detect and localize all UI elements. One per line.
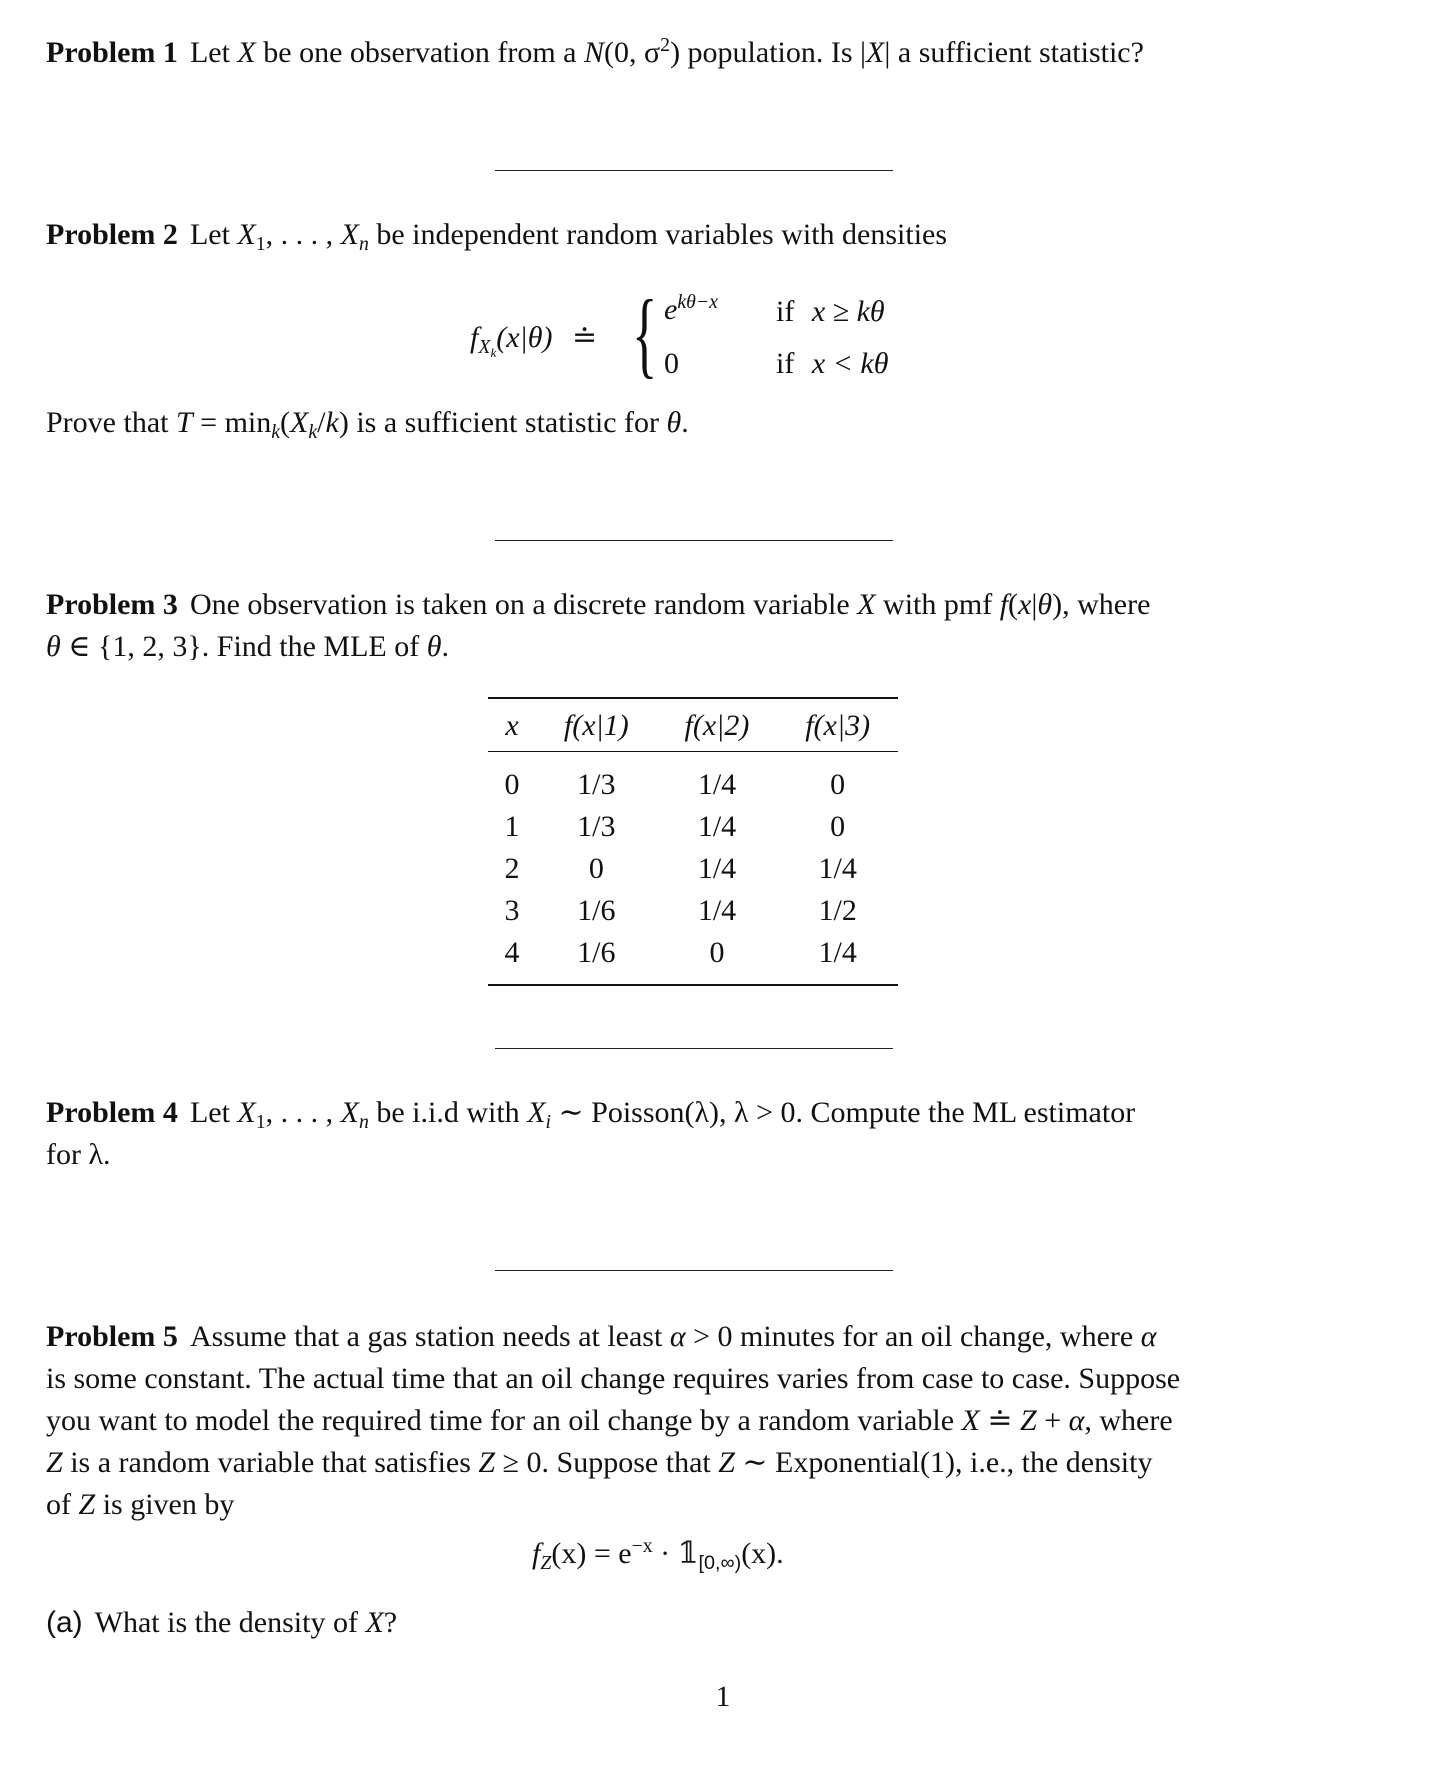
- separator-rule-3: [495, 1048, 893, 1049]
- case-1-condition: [776, 292, 885, 332]
- table-cell: 1: [504, 810, 520, 843]
- table-cell: 1/3: [577, 768, 616, 801]
- table-cell: 1/4: [697, 768, 737, 801]
- prove-text: = min: [192, 406, 272, 439]
- case-1-cond: x ≥ kθ: [811, 295, 885, 328]
- lhs-sub: [478, 336, 496, 358]
- exponential-density-equation: [532, 1534, 784, 1574]
- p3-text: ), where: [1052, 588, 1151, 621]
- eq-text: (x) = e: [551, 1537, 632, 1570]
- lhs-args: (x|θ): [496, 321, 553, 354]
- p3-theta: θ: [426, 630, 442, 663]
- p4-sub-i: i: [545, 1110, 552, 1133]
- lhs-sub-k: k: [490, 344, 497, 360]
- p5-alpha: α: [1068, 1404, 1085, 1437]
- prove-var-x: X: [290, 406, 309, 439]
- p4-var-x1: X: [237, 1096, 256, 1129]
- lhs-sub-x: X: [478, 335, 491, 358]
- eq-text: (x).: [741, 1537, 784, 1570]
- case-1-exponent: kθ−x: [677, 291, 718, 314]
- prove-sub-k: k: [308, 420, 318, 443]
- problem-3: [46, 584, 1346, 668]
- prove-text: /: [317, 406, 326, 439]
- p5-var-z: Z: [46, 1446, 63, 1479]
- p5-alpha: α: [1140, 1320, 1157, 1353]
- pmf-table: [488, 697, 898, 986]
- problem-5-line-4: [46, 1442, 1346, 1484]
- p4-text: be i.i.d with: [368, 1096, 528, 1129]
- p3-var-lx: x: [1018, 588, 1032, 621]
- table-cell: 0: [830, 810, 846, 843]
- p2-sub-1: 1: [255, 232, 266, 255]
- prove-theta: θ: [666, 406, 682, 439]
- p2-var-x1: X: [237, 218, 256, 251]
- p5-text: ≐: [979, 1404, 1020, 1437]
- p4-text: ∼ Poisson(λ), λ > 0. Compute the ML estimator: [551, 1096, 1136, 1129]
- p3-text: |: [1031, 588, 1038, 621]
- problem-5-part-a: [46, 1602, 1346, 1644]
- problem-4-lead: Problem 4: [46, 1096, 178, 1129]
- p4-text: Let: [189, 1096, 238, 1129]
- problem-5-line-1: [46, 1316, 1346, 1358]
- p5-text: > 0 minutes for an oil change, where: [685, 1320, 1141, 1353]
- case-2-zero: 0: [664, 347, 679, 380]
- problem-4-line-2: for λ.: [46, 1138, 111, 1171]
- prove-text: (: [280, 406, 291, 439]
- p3-var-f: f: [999, 588, 1009, 621]
- p3-var-x: X: [857, 588, 876, 621]
- p3-theta: θ: [46, 630, 61, 663]
- table-cell: 1/4: [818, 852, 857, 885]
- p5-text: ∼ Exponential(1), i.e., the density: [734, 1446, 1153, 1479]
- separator-rule-1: [495, 170, 893, 171]
- table-row: [488, 752, 898, 807]
- p4-var-xn: X: [340, 1096, 359, 1129]
- table-cell: 1/3: [577, 810, 616, 843]
- problem-1-lead: Problem 1: [46, 36, 178, 69]
- table-cell: 1/4: [697, 810, 737, 843]
- p2-var-xn: X: [340, 218, 359, 251]
- p5-text: Assume that a gas station needs at least: [189, 1320, 670, 1353]
- table-cell: 1/6: [536, 932, 657, 985]
- p4-sub-n: n: [358, 1110, 369, 1133]
- part-a-text: ?: [383, 1606, 398, 1639]
- p5-var-z: Z: [718, 1446, 735, 1479]
- table-row: [488, 806, 898, 848]
- problem-5-lead: Problem 5: [46, 1320, 178, 1353]
- table-cell: 0: [657, 932, 778, 985]
- p5-var-x: X: [961, 1404, 980, 1437]
- prove-text: ) is a sufficient statistic for: [338, 406, 667, 439]
- p5-text: is given by: [95, 1488, 235, 1521]
- prove-text: .: [681, 406, 689, 439]
- problem-5-line-3: [46, 1400, 1346, 1442]
- part-a-var-x: X: [365, 1606, 384, 1639]
- table-cell: 1/4: [697, 852, 737, 885]
- p5-text: of: [46, 1488, 79, 1521]
- table-cell: 2: [504, 852, 520, 885]
- table-cell: 4: [488, 932, 536, 985]
- p5-text: , where: [1084, 1404, 1173, 1437]
- problem-3-line-2: [46, 626, 1346, 668]
- problem-4-line-1: [46, 1092, 1346, 1134]
- part-a-label: (a): [46, 1606, 83, 1639]
- prove-var-t: T: [175, 406, 193, 439]
- p1-text: Let: [189, 36, 238, 69]
- p4-sub-1: 1: [255, 1110, 266, 1133]
- p5-text: is a random variable that satisfies: [62, 1446, 479, 1479]
- prove-text: Prove that: [46, 406, 176, 439]
- part-a-text: What is the density of: [94, 1606, 366, 1639]
- problem-3-lead: Problem 3: [46, 588, 178, 621]
- p1-square: 2: [660, 34, 671, 57]
- problem-5-line-2: is some constant. The actual time that an oil change requires varies from case to case. Suppose: [46, 1362, 1181, 1395]
- prove-var-k: k: [325, 406, 339, 439]
- eq-f: f: [532, 1537, 541, 1570]
- p1-text: be one observation from a: [255, 36, 584, 69]
- pmf-header-f2: f(x|2): [657, 698, 778, 752]
- p5-var-z: Z: [1020, 1404, 1037, 1437]
- pmf-table-header-row: [488, 698, 898, 752]
- eq-sub-z: Z: [540, 1551, 552, 1574]
- table-cell: 1/2: [818, 894, 857, 927]
- problem-5-line-5: [46, 1484, 1346, 1526]
- p4-var-xi: X: [527, 1096, 546, 1129]
- eq-indicator-set: [0,∞): [698, 1551, 742, 1574]
- problem-3-line-1: [46, 584, 1346, 626]
- p3-theta: θ: [1037, 588, 1053, 621]
- table-cell: 1/6: [577, 894, 616, 927]
- case-1-if: if: [776, 295, 795, 328]
- p4-text: , . . . ,: [265, 1096, 341, 1129]
- p5-text: ≥ 0. Suppose that: [495, 1446, 719, 1479]
- p2-text: , . . . ,: [265, 218, 341, 251]
- p3-text: with pmf: [875, 588, 1000, 621]
- p5-var-z: Z: [478, 1446, 496, 1479]
- p1-text: ) population. Is |: [670, 36, 867, 69]
- case-1-e: e: [664, 293, 678, 326]
- eq-indicator: · 𝟙: [652, 1537, 699, 1570]
- table-row: [488, 932, 898, 985]
- p5-text: +: [1036, 1404, 1069, 1437]
- case-1-value: [664, 290, 718, 330]
- defeq-symbol: ≐: [572, 321, 598, 354]
- problem-2: [46, 214, 1346, 256]
- eq-exponent: −x: [631, 1535, 653, 1558]
- prove-sub-k: k: [271, 420, 281, 443]
- table-cell: 0: [588, 852, 604, 885]
- problem-4: [46, 1092, 1346, 1176]
- p5-var-z: Z: [78, 1488, 96, 1521]
- left-brace: {: [632, 280, 658, 387]
- p3-text: One observation is taken on a discrete random variable: [189, 588, 858, 621]
- p5-alpha: α: [669, 1320, 686, 1353]
- pmf-header-x: x: [488, 698, 536, 752]
- table-row: [488, 890, 898, 932]
- table-cell: 3: [504, 894, 520, 927]
- p2-text: Let: [189, 218, 238, 251]
- p3-text: .: [441, 630, 449, 663]
- problem-2-lead: Problem 2: [46, 218, 178, 251]
- pmf-header-f1: f(x|1): [536, 698, 657, 752]
- separator-rule-2: [495, 540, 893, 541]
- lhs-f: f: [470, 321, 479, 354]
- p1-text: (0, σ: [604, 36, 661, 69]
- case-2-cond: x < kθ: [811, 347, 889, 380]
- p1-text: | a sufficient statistic?: [884, 36, 1144, 69]
- table-row: [488, 848, 898, 890]
- case-2-if: if: [776, 347, 795, 380]
- p1-var-x: X: [237, 36, 256, 69]
- pmf-header-f3: f(x|3): [777, 698, 898, 752]
- problem-1: [46, 32, 1346, 74]
- separator-rule-4: [495, 1270, 893, 1271]
- table-cell: 0: [504, 768, 520, 801]
- table-cell: 1/4: [697, 894, 737, 927]
- page-number: 1: [715, 1680, 731, 1713]
- p1-var-x: X: [866, 36, 885, 69]
- table-cell: 0: [830, 768, 846, 801]
- problem-5: [46, 1316, 1346, 1526]
- p3-text: (: [1008, 588, 1019, 621]
- p5-text: you want to model the required time for an oil change by a random variable: [46, 1404, 962, 1437]
- p2-sub-n: n: [358, 232, 369, 255]
- table-cell: 1/4: [777, 932, 898, 985]
- pmf-table-wrap: [488, 697, 898, 986]
- problem-2-prove: [46, 402, 1346, 444]
- p1-var-n: N: [583, 36, 604, 69]
- case-2-value: [664, 344, 679, 384]
- case-2-condition: [776, 344, 888, 384]
- density-lhs: [470, 318, 597, 358]
- p2-text: be independent random variables with densities: [368, 218, 948, 251]
- p3-text: ∈ {1, 2, 3}. Find the MLE of: [60, 630, 427, 663]
